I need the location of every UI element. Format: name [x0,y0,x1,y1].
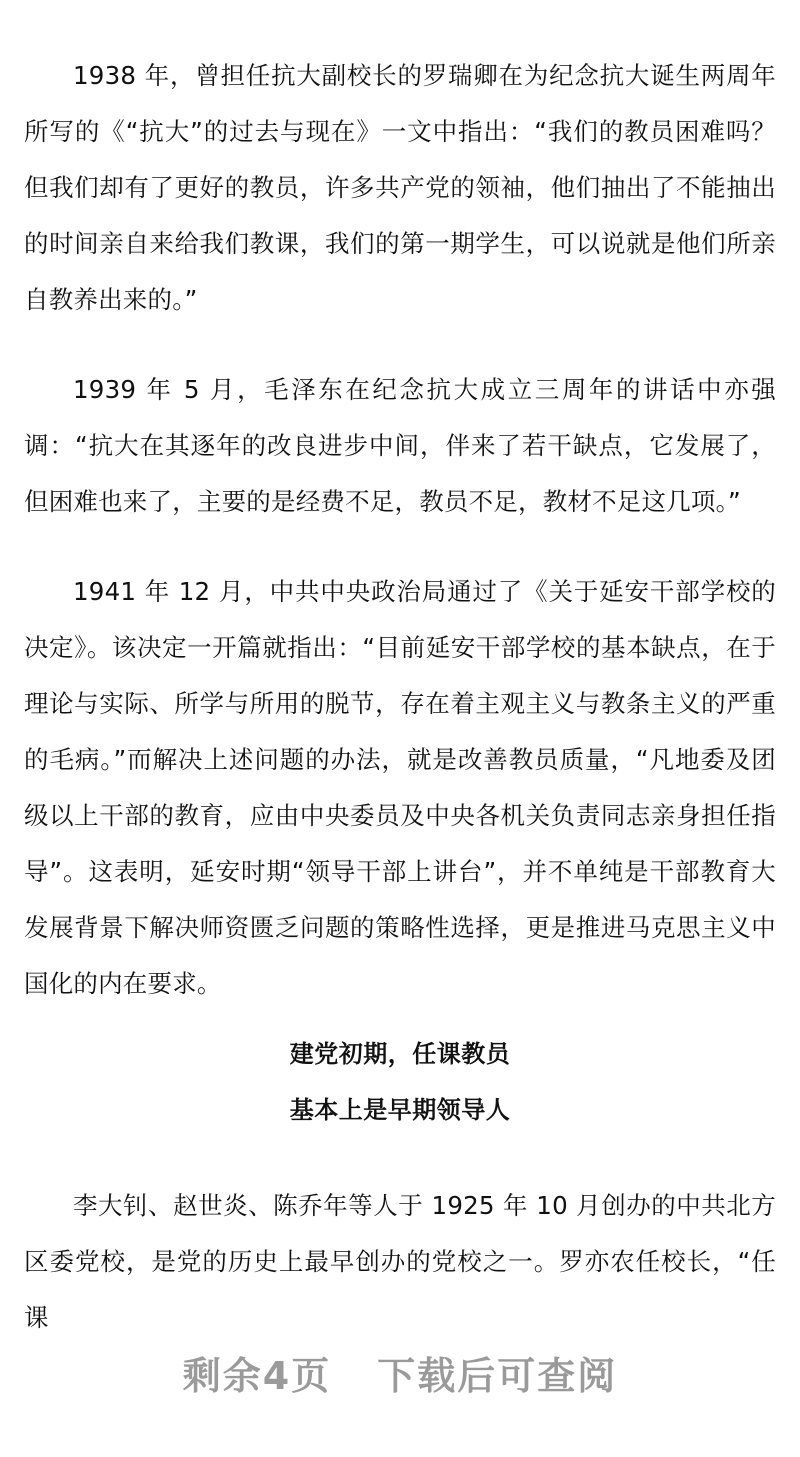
paragraph-1941: 1941 年 12 月，中共中央政治局通过了《关于延安干部学校的决定》。该决定一开篇就指出：“目前延安干部学校的基本缺点，在于理论与实际、所学与所用的脱节，存在着主观主义与教条主义的严重的毛病。”而解决上述问题的办法，就是改善教员质量，“凡地委及团级以上干部的教育，应由中央委员及中央各机关负责同志亲身担任指导”。这表明，延安时期“领导干部上讲台”，并不单纯是干部教育大发展背景下解决师资匮乏问题的策略性选择，更是推进马克思主义中国化的内在要求。 [24,577,776,998]
download-to-view-text: 下载后可查阅 [377,1354,618,1398]
paragraph-1939: 1939 年 5 月，毛泽东在纪念抗大成立三周年的讲话中亦强调：“抗大在其逐年的改良进步中间，伴来了若干缺点，它发展了，但困难也来了，主要的是经费不足，教员不足，教材不足这几项。” [24,375,776,516]
paragraph-1938: 1938 年，曾担任抗大副校长的罗瑞卿在为纪念抗大诞生两周年所写的《“抗大”的过去与现在》一文中指出：“我们的教员困难吗？但我们却有了更好的教员，许多共产党的领袖，他们抽出了不能抽出的时间亲自来给我们教课，我们的第一期学生，可以说就是他们所亲自教养出来的。” [24,61,776,314]
document-body [24,48,776,1346]
download-prompt[interactable] [0,1345,800,1400]
section-heading [24,1026,776,1138]
section-heading-line-2: 基本上是早期领导人 [289,1096,511,1124]
paragraph-1925: 李大钊、赵世炎、陈乔年等人于 1925 年 10 月创办的中共北方区委党校，是党的历史上最早创办的党校之一。罗亦农任校长，“任课 [24,1191,776,1332]
section-heading-line-1: 建党初期，任课教员 [289,1040,511,1068]
remaining-pages-text: 剩余4页 [182,1354,332,1398]
